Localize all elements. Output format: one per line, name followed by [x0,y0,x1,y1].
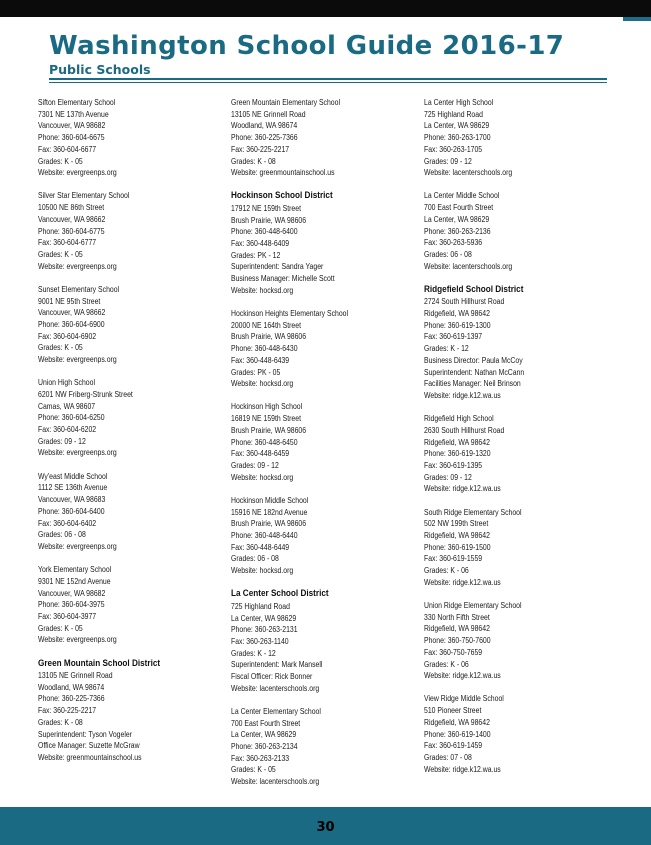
entry-detail-line: 15916 NE 182nd Avenue [231,507,308,517]
page-number: 30 [316,820,335,835]
entry-detail-line: Phone: 360-448-6440 [231,531,298,540]
header-rule-thin [49,82,607,83]
school-name: Union Ridge Elementary School [424,601,522,611]
school-entry [424,693,610,775]
school-name: La Center Middle School [424,191,500,201]
entry-detail-line: Fax: 360-619-1397 [424,332,483,342]
entry-detail-line: Phone: 360-604-3975 [38,600,105,610]
entry-detail-line: La Center, WA 98629 [424,214,490,224]
entry-detail-line: Fax: 360-225-2217 [38,706,97,716]
entry-detail-line: Superintendent: Nathan McCann [424,367,525,377]
entry-detail-line: Phone: 360-263-2131 [231,625,298,635]
entry-detail-line: Phone: 360-619-1400 [424,729,491,739]
entry-detail-line: Website: lacenterschools.org [424,261,513,271]
entry-detail-line: Fax: 360-448-6459 [231,449,290,459]
entry-detail-line: Fax: 360-448-6409 [231,239,290,249]
entry-detail-line: Website: ridge.k12.wa.us [424,577,501,587]
entry-detail-line: Phone: 360-604-6250 [38,413,105,423]
entry-detail-line: Phone: 360-619-1300 [424,320,491,330]
school-name: La Center Elementary School [231,706,321,716]
entry-detail-line: Phone: 360-604-6400 [38,506,105,516]
entry-detail-line: Vancouver, WA 98682 [38,588,106,598]
entry-detail-line: Office Manager: Suzette McGraw [38,741,140,751]
entry-detail-line: Phone: 360-619-1500 [424,542,491,552]
entry-detail-line: Website: evergreenps.org [38,168,117,178]
entry-detail-line: Website: ridge.k12.wa.us [424,484,501,494]
entry-detail-line: Vancouver, WA 98682 [38,121,106,131]
entry-detail-line: Grades: K - 05 [38,343,83,353]
entry-detail-line: Fax: 360-619-1559 [424,554,483,564]
school-entry [231,97,417,179]
entry-detail-line: 17912 NE 159th Street [231,203,301,213]
entry-detail-line: Phone: 360-604-6675 [38,133,105,143]
entry-detail-line: Grades: K - 12 [424,344,469,354]
school-name: Sifton Elementary School [38,98,116,107]
entry-detail-line: Website: lacenterschools.org [231,683,320,693]
entry-detail-line: Superintendent: Tyson Vogeler [38,729,132,739]
school-name: Ridgefield High School [424,414,494,424]
entry-detail-line: Phone: 360-225-7366 [231,133,298,143]
entry-detail-line: Website: hocksd.org [231,379,294,389]
school-entry [424,600,610,682]
entry-detail-line: Ridgefield, WA 98642 [424,717,490,727]
entry-detail-line: 13105 NE Grinnell Road [38,671,113,681]
school-entry [231,706,417,788]
school-entry [38,97,224,179]
entry-detail-line: Superintendent: Mark Mansell [231,660,323,670]
entry-detail-line: Grades: K - 05 [231,765,276,775]
entry-detail-line: Website: hocksd.org [231,566,294,576]
entry-detail-line: 13105 NE Grinnell Road [231,109,306,119]
entry-detail-line: 6201 NW Friberg-Strunk Street [38,389,133,399]
entry-detail-line: Brush Prairie, WA 98606 [231,425,307,435]
entry-detail-line: Phone: 360-448-6450 [231,437,298,447]
entry-detail-line: Phone: 360-604-6775 [38,226,105,236]
entry-detail-line: Website: evergreenps.org [38,448,117,458]
school-name: Hockinson Heights Elementary School [231,309,349,319]
entry-detail-line: Website: ridge.k12.wa.us [424,390,501,400]
entry-detail-line: 1112 SE 136th Avenue [38,483,108,493]
entry-detail-line: Grades: 06 - 08 [38,530,86,540]
entry-detail-line: Fax: 360-604-3977 [38,611,97,621]
school-entry [231,401,417,483]
entry-detail-line: Fax: 360-604-6677 [38,144,97,154]
page-header [49,30,609,78]
entry-detail-line: Grades: K - 06 [424,566,469,576]
entry-detail-line: Ridgefield, WA 98642 [424,437,490,447]
district-entry [231,588,417,694]
school-name: Silver Star Elementary School [38,191,130,201]
entry-detail-line: Grades: 09 - 12 [424,472,472,482]
entry-detail-line: Fax: 360-225-2217 [231,144,290,154]
school-entry [231,495,417,577]
entry-detail-line: Website: evergreenps.org [38,355,117,365]
entry-detail-line: Fax: 360-263-1140 [231,636,289,646]
entry-detail-line: Grades: 09 - 12 [38,436,86,446]
entry-detail-line: Phone: 360-750-7600 [424,636,491,646]
school-entry [424,97,610,179]
district-entry [38,658,224,764]
top-accent-bar [623,17,651,21]
school-name: South Ridge Elementary School [424,507,522,517]
entry-detail-line: Fax: 360-750-7659 [424,647,483,657]
district-name: Green Mountain School District [38,657,161,669]
entry-detail-line: Grades: 06 - 08 [424,249,472,259]
entry-detail-line: 330 North Fifth Street [424,612,490,622]
entry-detail-line: Website: evergreenps.org [38,541,117,551]
entry-detail-line: Fax: 360-263-1705 [424,144,483,154]
entry-detail-line: Vancouver, WA 98662 [38,214,106,224]
school-entry [38,564,224,646]
entry-detail-line: La Center, WA 98629 [424,121,490,131]
directory-column-2 [231,97,417,799]
entry-detail-line: Fax: 360-604-6202 [38,425,97,435]
entry-detail-line: 2630 South Hillhurst Road [424,425,505,435]
entry-detail-line: Grades: K - 05 [38,156,83,166]
entry-detail-line: Phone: 360-604-6900 [38,319,105,329]
school-entry [38,377,224,459]
entry-detail-line: Camas, WA 98607 [38,401,96,411]
entry-detail-line: Phone: 360-263-2136 [424,226,491,236]
entry-detail-line: 7301 NE 137th Avenue [38,109,109,119]
entry-detail-line: Website: evergreenps.org [38,635,117,645]
entry-detail-line: Website: evergreenps.org [38,261,117,271]
school-name: Sunset Elementary School [38,284,120,294]
entry-detail-line: Grades: PK - 05 [231,367,281,377]
entry-detail-line: Grades: K - 08 [38,717,83,727]
entry-detail-line: La Center, WA 98629 [231,730,297,740]
entry-detail-line: Website: greenmountainschool.us [231,168,335,178]
entry-detail-line: Phone: 360-263-1700 [424,133,491,143]
entry-detail-line: 16819 NE 159th Street [231,414,301,424]
district-name: Hockinson School District [231,190,333,202]
entry-detail-line: Fax: 360-604-6777 [38,238,97,248]
entry-detail-line: Grades: K - 06 [424,659,469,669]
district-name: La Center School District [231,588,329,600]
entry-detail-line: Superintendent: Sandra Yager [231,262,324,272]
school-entry [424,190,610,272]
entry-detail-line: Business Director: Paula McCoy [424,355,523,365]
entry-detail-line: Facilities Manager: Neil Brinson [424,379,521,389]
page-subtitle: Public Schools [49,62,151,77]
entry-detail-line: Fax: 360-604-6902 [38,331,97,341]
entry-detail-line: Business Manager: Michelle Scott [231,274,335,284]
school-name: Green Mountain Elementary School [231,98,340,107]
entry-detail-line: Grades: PK - 12 [231,250,281,260]
school-name: La Center High School [424,98,494,107]
entry-detail-line: Fax: 360-604-6402 [38,518,97,528]
header-rule-thick [49,78,607,80]
entry-detail-line: Website: greenmountainschool.us [38,752,142,762]
entry-detail-line: Fax: 360-263-2133 [231,753,290,763]
school-entry [424,507,610,589]
entry-detail-line: Vancouver, WA 98683 [38,495,106,505]
entry-detail-line: Brush Prairie, WA 98606 [231,215,307,225]
entry-detail-line: Ridgefield, WA 98642 [424,624,490,634]
entry-detail-line: Fax: 360-263-5936 [424,238,483,248]
school-entry [424,413,610,495]
entry-detail-line: Grades: 07 - 08 [424,752,472,762]
entry-detail-line: 9301 NE 152nd Avenue [38,576,111,586]
entry-detail-line: Fax: 360-619-1459 [424,741,483,751]
entry-detail-line: Phone: 360-448-6400 [231,227,298,237]
entry-detail-line: 700 East Fourth Street [424,203,494,213]
entry-detail-line: Phone: 360-619-1320 [424,449,491,459]
school-name: Hockinson High School [231,402,303,412]
entry-detail-line: Ridgefield, WA 98642 [424,531,490,540]
entry-detail-line: Ridgefield, WA 98642 [424,309,490,319]
district-name: Ridgefield School District [424,283,524,295]
school-name: View Ridge Middle School [424,694,504,704]
school-name: Hockinson Middle School [231,495,309,505]
entry-detail-line: Website: hocksd.org [231,472,294,482]
entry-detail-line: 510 Pioneer Street [424,706,482,716]
entry-detail-line: Woodland, WA 98674 [38,682,105,692]
entry-detail-line: Phone: 360-263-2134 [231,742,298,752]
entry-detail-line: Website: ridge.k12.wa.us [424,764,501,774]
entry-detail-line: Phone: 360-225-7366 [38,694,105,704]
entry-detail-line: Website: lacenterschools.org [231,777,320,787]
entry-detail-line: Grades: 09 - 12 [424,156,472,166]
entry-detail-line: 502 NW 199th Street [424,519,489,529]
entry-detail-line: Woodland, WA 98674 [231,121,298,131]
school-entry [38,471,224,553]
district-entry [231,190,417,296]
entry-detail-line: Fax: 360-448-6449 [231,542,290,552]
entry-detail-line: 2724 South Hillhurst Road [424,297,505,307]
entry-detail-line: Grades: K - 05 [38,249,83,259]
entry-detail-line: Grades: K - 12 [231,648,276,658]
directory-column-3 [424,97,610,787]
school-entry [38,284,224,366]
entry-detail-line: Grades: 06 - 08 [231,554,279,564]
entry-detail-line: Website: ridge.k12.wa.us [424,671,501,681]
entry-detail-line: 9001 NE 95th Street [38,296,101,306]
entry-detail-line: Brush Prairie, WA 98606 [231,332,307,342]
entry-detail-line: Fax: 360-619-1395 [424,460,483,470]
entry-detail-line: Grades: 09 - 12 [231,460,279,470]
entry-detail-line: 10500 NE 86th Street [38,203,105,213]
entry-detail-line: Fiscal Officer: Rick Bonner [231,672,313,682]
school-name: York Elementary School [38,565,112,575]
page-title: Washington School Guide 2016-17 [49,31,565,61]
school-entry [231,308,417,390]
school-name: Union High School [38,378,95,388]
district-entry [424,284,610,402]
entry-detail-line: La Center, WA 98629 [231,613,297,623]
entry-detail-line: 725 Highland Road [424,109,483,119]
entry-detail-line: Brush Prairie, WA 98606 [231,519,307,529]
school-name: Wy'east Middle School [38,471,108,481]
entry-detail-line: Grades: K - 05 [38,623,83,633]
entry-detail-line: Vancouver, WA 98662 [38,308,106,318]
top-bar [0,0,651,17]
entry-detail-line: 725 Highland Road [231,601,290,611]
entry-detail-line: Website: hocksd.org [231,285,294,295]
directory-column-1 [38,97,224,775]
entry-detail-line: Fax: 360-448-6439 [231,355,290,365]
school-entry [38,190,224,272]
entry-detail-line: 20000 NE 164th Street [231,320,301,330]
entry-detail-line: Phone: 360-448-6430 [231,344,298,354]
entry-detail-line: Website: lacenterschools.org [424,168,513,178]
entry-detail-line: Grades: K - 08 [231,156,276,166]
entry-detail-line: 700 East Fourth Street [231,718,301,728]
